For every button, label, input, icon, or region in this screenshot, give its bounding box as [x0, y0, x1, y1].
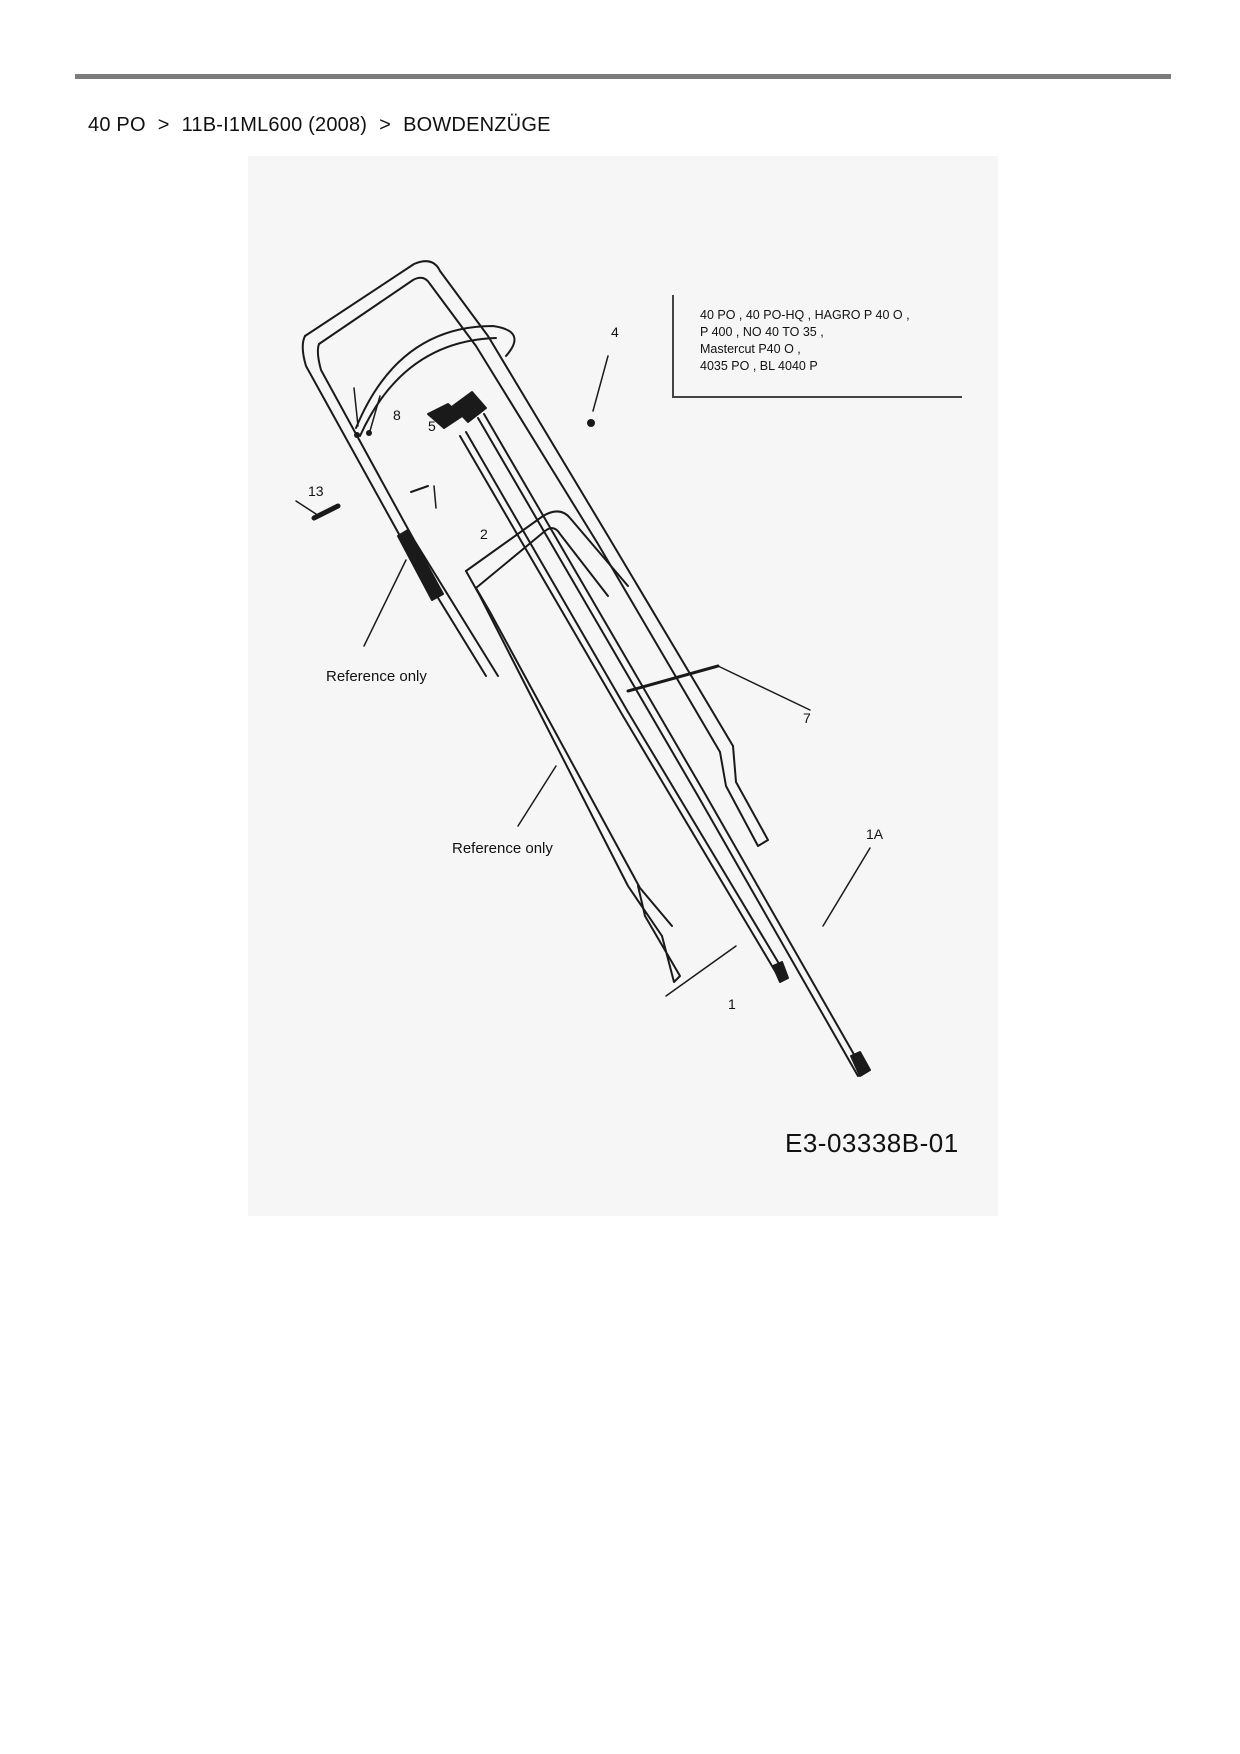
diagram-code: E3-03338B-01 — [785, 1128, 959, 1158]
leader-7 — [718, 666, 810, 710]
callout-8: 8 — [393, 407, 401, 423]
legend-border-left — [672, 295, 674, 397]
cable-tie-7 — [628, 666, 718, 691]
part-5-dot — [366, 430, 372, 436]
breadcrumb-item-section: BOWDENZÜGE — [403, 114, 551, 136]
bolt-2 — [411, 486, 428, 492]
cable-1-b — [466, 432, 784, 972]
reference-only-label-upper: Reference only — [326, 668, 427, 685]
reference-only-label-lower: Reference only — [452, 840, 553, 857]
cable-1A-b — [484, 414, 864, 1072]
model-list-line: P 400 , NO 40 TO 35 , — [700, 325, 824, 339]
model-list-box — [672, 295, 962, 399]
callout-5: 5 — [428, 418, 436, 434]
callout-13: 13 — [308, 483, 324, 499]
leader-1A — [823, 848, 870, 926]
legend-border-bottom — [672, 396, 962, 398]
bracket-plate — [398, 530, 443, 600]
leader-ref-upper — [364, 560, 406, 646]
leader-2 — [434, 486, 436, 508]
lower-handle-left-inner — [476, 588, 672, 926]
leader-13 — [296, 501, 316, 514]
model-list-line: 4035 PO , BL 4040 P — [700, 359, 818, 373]
part-13-screw — [314, 506, 338, 518]
model-list-line: 40 PO , 40 PO-HQ , HAGRO P 40 O , — [700, 308, 910, 322]
callout-1A: 1A — [866, 826, 884, 842]
callout-1: 1 — [728, 996, 736, 1012]
leader-ref-lower — [518, 766, 556, 826]
breadcrumb — [88, 114, 551, 137]
part-8-dot — [354, 432, 360, 438]
leader-8 — [354, 388, 358, 426]
callout-2: 2 — [480, 526, 488, 542]
breadcrumb-separator: > — [157, 114, 170, 136]
lower-tube-end — [638, 886, 680, 982]
cable-1A — [478, 418, 858, 1076]
cable-1A-end — [851, 1052, 870, 1076]
cable-1 — [460, 436, 778, 976]
breadcrumb-separator: > — [379, 114, 392, 136]
leader-4 — [593, 356, 608, 411]
header-rule — [75, 74, 1171, 79]
cable-1-end — [773, 962, 788, 982]
callout-4: 4 — [611, 324, 619, 340]
model-list-line: Mastercut P40 O , — [700, 342, 801, 356]
model-list — [700, 307, 910, 375]
lower-handle-left-outer — [466, 571, 662, 936]
callout-7: 7 — [803, 710, 811, 726]
breadcrumb-item-model[interactable]: 40 PO — [88, 114, 146, 136]
breadcrumb-item-variant[interactable]: 11B-I1ML600 (2008) — [181, 114, 368, 136]
part-4-dot — [587, 419, 595, 427]
